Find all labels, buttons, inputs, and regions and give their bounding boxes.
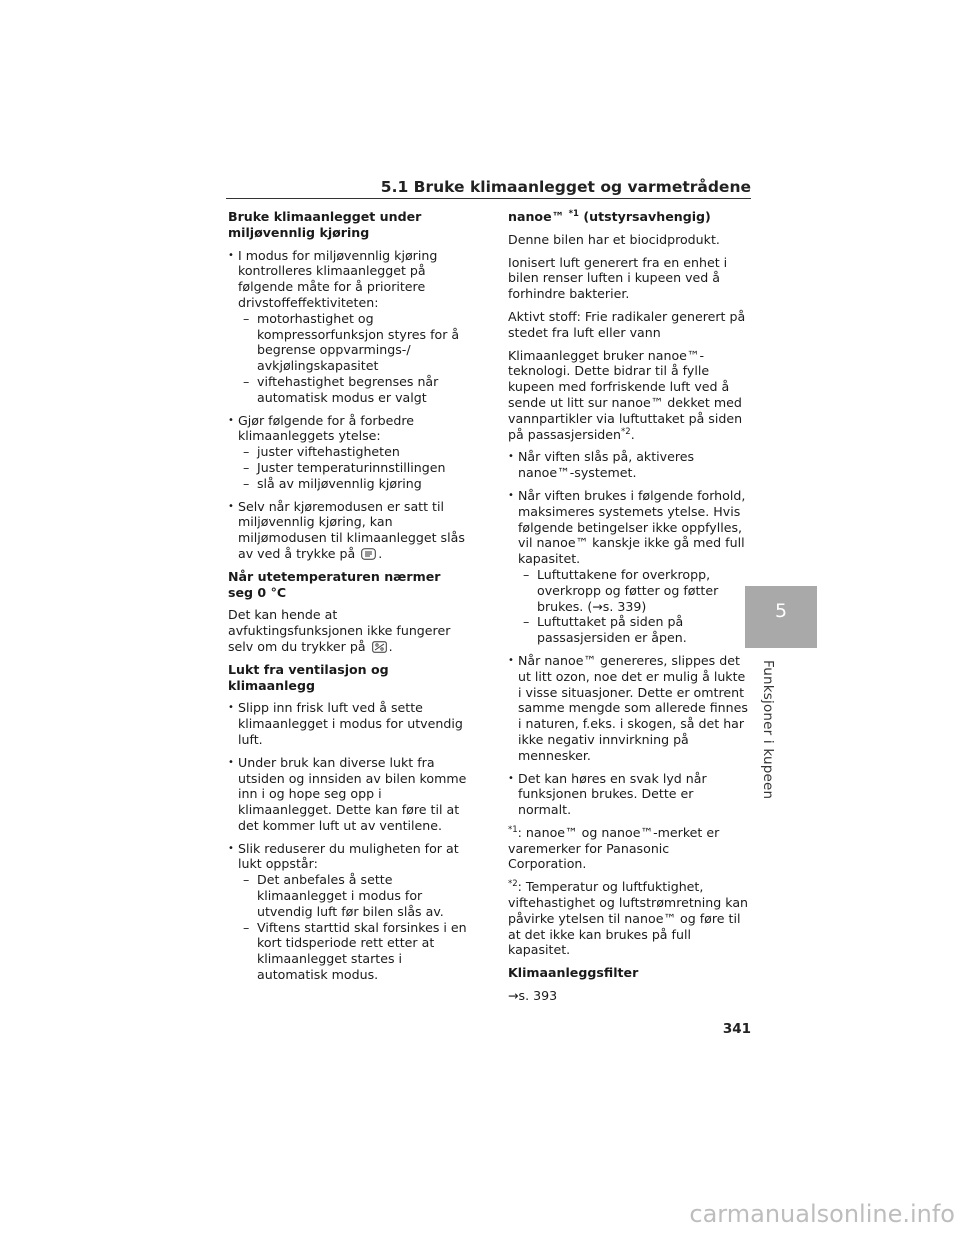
list-item: • Det kan høres en svak lyd når funksjonen brukes. Dette er normalt. bbox=[508, 771, 748, 818]
list-item: • Under bruk kan diverse lukt fra utsiden og innsiden av bilen komme inn i og hope seg opp i klimaanlegget. Dette kan føre til at det kommer luft ut av ventilene. bbox=[228, 755, 468, 834]
heading-ventilation-smell: Lukt fra ventilasjon og klimaanlegg bbox=[228, 661, 389, 693]
list-item: • Når viften slås på, aktiveres nanoe™-systemet. bbox=[508, 449, 748, 481]
ac-button-icon bbox=[372, 641, 387, 653]
list-item: • Slik reduserer du muligheten for at lukt oppstår: – Det anbefales å sette klimaanlegget i modus for utvendig luft før bilen slås av. – Viftens starttid skal forsinkes i en kort tidsperiode rett etter at klimaanlegget startes i automatisk modus. bbox=[228, 841, 468, 983]
list-item: • Gjør følgende for å forbedre klimaanleggets ytelse: – juster viftehastigheten – Juster temperaturinnstillingen – slå av miljøvennlig kjøring bbox=[228, 413, 468, 492]
heading-nanoe: nanoe™ $^{*1}$ (utstyrsavhengig) bbox=[508, 208, 711, 224]
climate-eco-button-icon bbox=[361, 548, 376, 560]
chapter-tab bbox=[745, 586, 817, 648]
heading-eco-mode: Bruke klimaanlegget under miljøvennlig kjøring bbox=[228, 209, 422, 240]
list-item: – motorhastighet og kompressorfunksjon styres for å begrense oppvarmings-/ avkjølingskapasitet bbox=[243, 311, 468, 374]
page-number: 341 bbox=[722, 1021, 751, 1037]
heading-cold-weather: Når utetemperaturen nærmer seg 0 °C bbox=[228, 568, 441, 600]
chapter-label: Funksjoner i kupeen bbox=[760, 660, 776, 800]
nanoe-para-2: Ionisert luft generert fra en enhet i bilen renser luften i kupeen ved å forhindre bakterier. bbox=[508, 254, 728, 302]
list-item: – Luftuttakene for overkropp, overkropp og føtter og føtter brukes. (→s. 339) bbox=[523, 567, 748, 614]
list-item: – Viftens starttid skal forsinkes i en kort tidsperiode rett etter at klimaanlegget startes i automatisk modus. bbox=[243, 920, 468, 983]
nanoe-bullets bbox=[508, 449, 748, 818]
list-item: • Selv når kjøremodusen er satt til miljøvennlig kjøring, kan miljømodusen til klimaanlegget slås av ved å trykke på . bbox=[228, 499, 468, 562]
heading-filter: Klimaanleggsfilter bbox=[508, 965, 639, 981]
list-item: – slå av miljøvennlig kjøring bbox=[243, 476, 468, 492]
list-item: • Når nanoe™ genereres, slippes det ut litt ozon, noe det er mulig å lukte i visse situasjoner. Dette er omtrent samme mengde som allerede finnes i naturen, f.eks. i skogen, så det har ikke negativ innvirkning på mennesker. bbox=[508, 653, 748, 764]
header-rule bbox=[226, 198, 751, 199]
cold-weather-text: Det kan hende at avfuktingsfunksjonen ikke fungerer selv om du trykker på . bbox=[228, 607, 451, 654]
list-item: • I modus for miljøvennlig kjøring kontrolleres klimaanlegget på følgende måte for å prioritere drivstoffeffektiviteten: – motorhastighet og kompressorfunksjon styres for å begrense oppvarmings-/ avkjølingskapasitet – viftehastighet begrenses når automatisk modus er valgt bbox=[228, 248, 468, 406]
left-column bbox=[228, 209, 468, 990]
nanoe-para-3: Aktivt stoff: Frie radikaler generert på stedet fra luft eller vann bbox=[508, 308, 746, 340]
right-column bbox=[508, 209, 748, 1011]
list-item: – Det anbefales å sette klimaanlegget i modus for utvendig luft før bilen slås av. bbox=[243, 872, 468, 919]
chapter-number: 5 bbox=[774, 600, 788, 622]
smell-bullets bbox=[228, 700, 468, 983]
list-item: – Luftuttaket på siden på passasjersiden er åpen. bbox=[523, 614, 748, 646]
eco-bullets bbox=[228, 248, 468, 562]
footnote-2: $^{*2}$: Temperatur og luftfuktighet, viftehastighet og luftstrømretning kan påvirke ytelsen til nanoe™ og føre til at det ikke kan brukes på full kapasitet. bbox=[508, 879, 749, 958]
list-item: • Slipp inn frisk luft ved å sette klimaanlegget i modus for utvendig luft. bbox=[228, 700, 468, 747]
nanoe-para-1: Denne bilen har et biocidprodukt. bbox=[508, 231, 720, 247]
footnote-1: $^{*1}$: nanoe™ og nanoe™-merket er varemerker for Panasonic Corporation. bbox=[508, 824, 720, 872]
filter-page-reference[interactable]: →s. 393 bbox=[508, 988, 558, 1004]
list-item: – juster viftehastigheten bbox=[243, 444, 468, 460]
list-item: – viftehastighet begrenses når automatisk modus er valgt bbox=[243, 374, 468, 406]
nanoe-para-4: Klimaanlegget bruker nanoe™-teknologi. Dette bidrar til å fylle kupeen med forfriskende luft ved å sende ut litt sur nanoe™ dekket med vannpartikler via luftuttaket på siden på passasjersiden$^{*2}$. bbox=[508, 347, 743, 442]
section-header: 5.1 Bruke klimaanlegget og varmetrådene bbox=[380, 178, 751, 196]
list-item: • Når viften brukes i følgende forhold, maksimeres systemets ytelse. Hvis følgende betingelser ikke oppfylles, vil nanoe™ kanskje ikke gå med full kapasitet. – Luftuttakene for overkropp, overkropp og føtter og føtter brukes. (→s. 339) – Luftuttaket på siden på passasjersiden er åpen. bbox=[508, 488, 748, 646]
list-item: – Juster temperaturinnstillingen bbox=[243, 460, 468, 476]
watermark: carmanualsonline.info bbox=[689, 1200, 955, 1228]
